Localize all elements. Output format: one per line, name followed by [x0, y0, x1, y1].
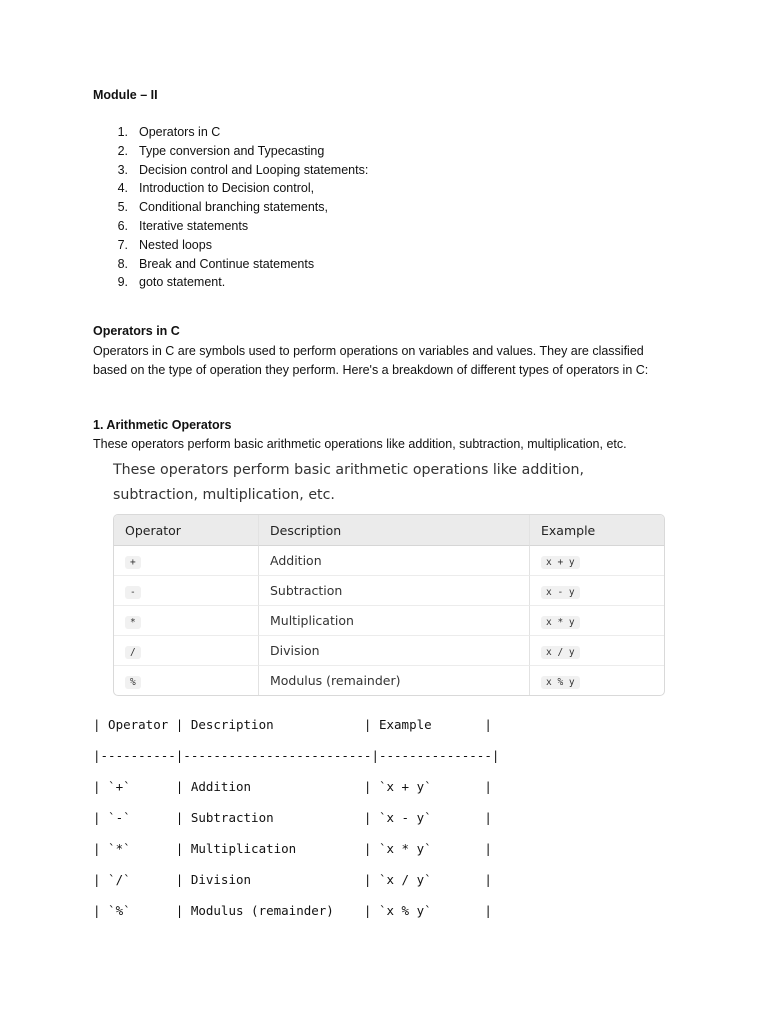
list-text: Operators in C — [139, 125, 221, 139]
operator-cell — [114, 605, 258, 635]
list-text: Break and Continue statements — [139, 256, 315, 271]
markdown-line-row: | `*` | Multiplication | `x * y` | — [93, 841, 492, 856]
list-item — [93, 198, 368, 217]
example-chip: x / y — [541, 646, 580, 659]
list-number: 1. — [117, 125, 128, 139]
list-number: 5. — [117, 200, 128, 215]
list-item — [93, 179, 368, 198]
markdown-line-row: | `%` | Modulus (remainder) | `x % y` | — [93, 903, 492, 918]
list-number: 9. — [117, 275, 128, 290]
column-header-operator: Operator — [114, 515, 258, 546]
list-item — [93, 142, 368, 161]
list-text: Iterative statements — [139, 218, 249, 233]
list-number: 2. — [117, 143, 128, 158]
markdown-line-row: | `/` | Division | `x / y` | — [93, 872, 492, 887]
arithmetic-description: These operators perform basic arithmetic operations like addition, subtraction, multiplication, etc. — [93, 437, 627, 451]
list-text: goto statement. — [139, 275, 226, 290]
table-row — [114, 546, 664, 575]
operator-chip: + — [125, 556, 141, 569]
list-number: 6. — [117, 218, 128, 233]
list-item — [93, 161, 368, 180]
list-text: Nested loops — [139, 237, 212, 252]
table-row — [114, 635, 664, 665]
table-row — [114, 605, 664, 635]
operator-cell — [114, 546, 258, 575]
screenshot-text: These operators perform basic arithmetic operations like addition, subtraction, multiplication, etc. — [113, 462, 585, 503]
example-cell — [529, 575, 664, 605]
description-cell: Addition — [258, 546, 529, 575]
embedded-screenshot — [113, 456, 673, 688]
markdown-line-row: | `-` | Subtraction | `x - y` | — [93, 810, 492, 825]
list-text: Type conversion and Typecasting — [139, 143, 325, 158]
list-text: Conditional branching statements, — [139, 200, 329, 215]
column-header-description: Description — [258, 515, 529, 546]
markdown-line-row: | `+` | Addition | `x + y` | — [93, 779, 492, 794]
operators-table — [113, 514, 665, 696]
list-text: Introduction to Decision control, — [139, 181, 315, 196]
list-number: 8. — [117, 256, 128, 271]
operator-chip: / — [125, 646, 141, 659]
operator-cell — [114, 575, 258, 605]
column-header-example: Example — [529, 515, 664, 546]
table-header-row — [114, 515, 664, 546]
markdown-line-separator: |----------|-------------------------|---------------| — [93, 748, 500, 763]
example-cell — [529, 546, 664, 575]
example-cell — [529, 635, 664, 665]
markdown-line-header: | Operator | Description | Example | — [93, 717, 492, 732]
description-cell: Multiplication — [258, 605, 529, 635]
topic-list — [93, 123, 368, 292]
example-chip: x % y — [541, 676, 580, 689]
operator-chip: % — [125, 676, 141, 689]
list-item — [93, 255, 368, 274]
table-row — [114, 575, 664, 605]
operator-cell — [114, 665, 258, 695]
module-title: Module – II — [93, 88, 158, 102]
description-cell: Modulus (remainder) — [258, 665, 529, 695]
operator-cell — [114, 635, 258, 665]
list-item — [93, 273, 368, 292]
section-intro: Operators in C are symbols used to perform operations on variables and values. They are classified based on the type of operation they perform. Here's a breakdown of different types of operators in C: — [93, 344, 649, 377]
example-chip: x * y — [541, 616, 580, 629]
arithmetic-title: 1. Arithmetic Operators — [93, 418, 232, 432]
operator-chip: * — [125, 616, 141, 629]
description-cell: Subtraction — [258, 575, 529, 605]
section-title: Operators in C — [93, 324, 180, 338]
example-chip: x + y — [541, 556, 580, 569]
list-item — [93, 217, 368, 236]
list-item — [93, 123, 368, 142]
list-number: 4. — [117, 181, 128, 196]
list-text: Decision control and Looping statements: — [139, 162, 369, 177]
example-cell — [529, 605, 664, 635]
list-item — [93, 236, 368, 255]
list-number: 7. — [117, 237, 128, 252]
table-row — [114, 665, 664, 695]
operator-chip: - — [125, 586, 141, 599]
list-number: 3. — [117, 162, 128, 177]
description-cell: Division — [258, 635, 529, 665]
example-cell — [529, 665, 664, 695]
example-chip: x - y — [541, 586, 580, 599]
